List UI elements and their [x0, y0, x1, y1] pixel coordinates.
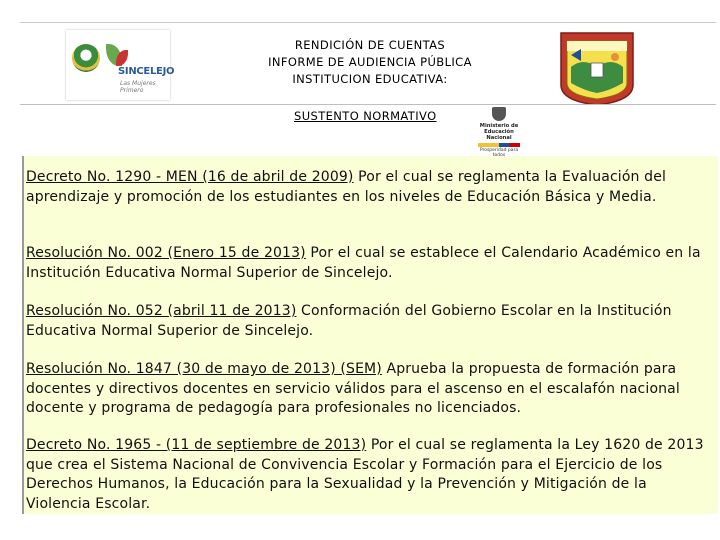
national-shield-icon — [492, 107, 506, 121]
school-crest-logo — [557, 27, 637, 107]
item-description: Conformación del Gobierno Escolar en la Institución Educativa Normal Superior de Sincelejo. — [26, 303, 672, 339]
title-line-2: INFORME DE AUDIENCIA PÚBLICA — [268, 55, 472, 69]
ministry-logo-line-2: Educación Nacional — [484, 129, 514, 141]
sincelejo-logo-tagline: Las Mujeres Primero — [120, 80, 156, 94]
page-title — [240, 37, 500, 88]
list-item — [26, 360, 716, 419]
legal-framework-list — [22, 156, 718, 514]
list-item — [26, 244, 716, 283]
list-item — [26, 436, 716, 514]
ministry-logo — [474, 105, 524, 155]
sincelejo-logo — [66, 30, 175, 100]
title-line-3: INSTITUCION EDUCATIVA: — [292, 72, 448, 86]
item-description: Por el cual se reglamenta la Ley 1620 de 2013 que crea el Sistema Nacional de Convivencia Escolar y Formación para el Ejercicio de los Derechos Humanos, la Educación para la Sexualidad y la Prevención y Mitigación de la Violencia Escolar. — [26, 437, 704, 512]
item-description: Aprueba la propuesta de formación para docentes y directivos docentes en servicio válidos para el ascenso en el escalafón nacional docente y programa de pedagogía para profesionales no licenciados. — [26, 361, 680, 416]
item-reference: Resolución No. 052 (abril 11 de 2013) — [26, 303, 297, 319]
section-title: SUSTENTO NORMATIVO — [294, 109, 437, 123]
item-reference: Resolución No. 002 (Enero 15 de 2013) — [26, 245, 306, 261]
sub-header-band — [20, 104, 716, 157]
ministry-logo-tagline: Prosperidad para — [479, 148, 519, 153]
header-band — [20, 22, 716, 105]
list-item — [26, 302, 716, 341]
school-crest-icon — [557, 27, 637, 107]
item-description: Por el cual se reglamenta la Evaluación del aprendizaje y promoción de los estudiantes en los niveles de Educación Básica y Media. — [26, 169, 667, 205]
title-line-1: RENDICIÓN DE CUENTAS — [294, 38, 446, 52]
municipal-seal-icon — [72, 44, 100, 72]
list-item — [26, 168, 716, 207]
item-description: Por el cual se establece el Calendario Académico en la Institución Educativa Normal Superior de Sincelejo. — [26, 245, 701, 281]
colombia-flag-stripe — [478, 143, 520, 147]
item-reference: Decreto No. 1965 - (11 de septiembre de 2013) — [26, 437, 367, 453]
item-reference: Decreto No. 1290 - MEN (16 de abril de 2009) — [26, 169, 354, 185]
sincelejo-logo-text: SINCELEJO — [118, 66, 175, 77]
item-reference: Resolución No. 1847 (30 de mayo de 2013) (SEM) — [26, 361, 382, 377]
ministry-logo-line-1: Ministerio de — [479, 123, 519, 129]
